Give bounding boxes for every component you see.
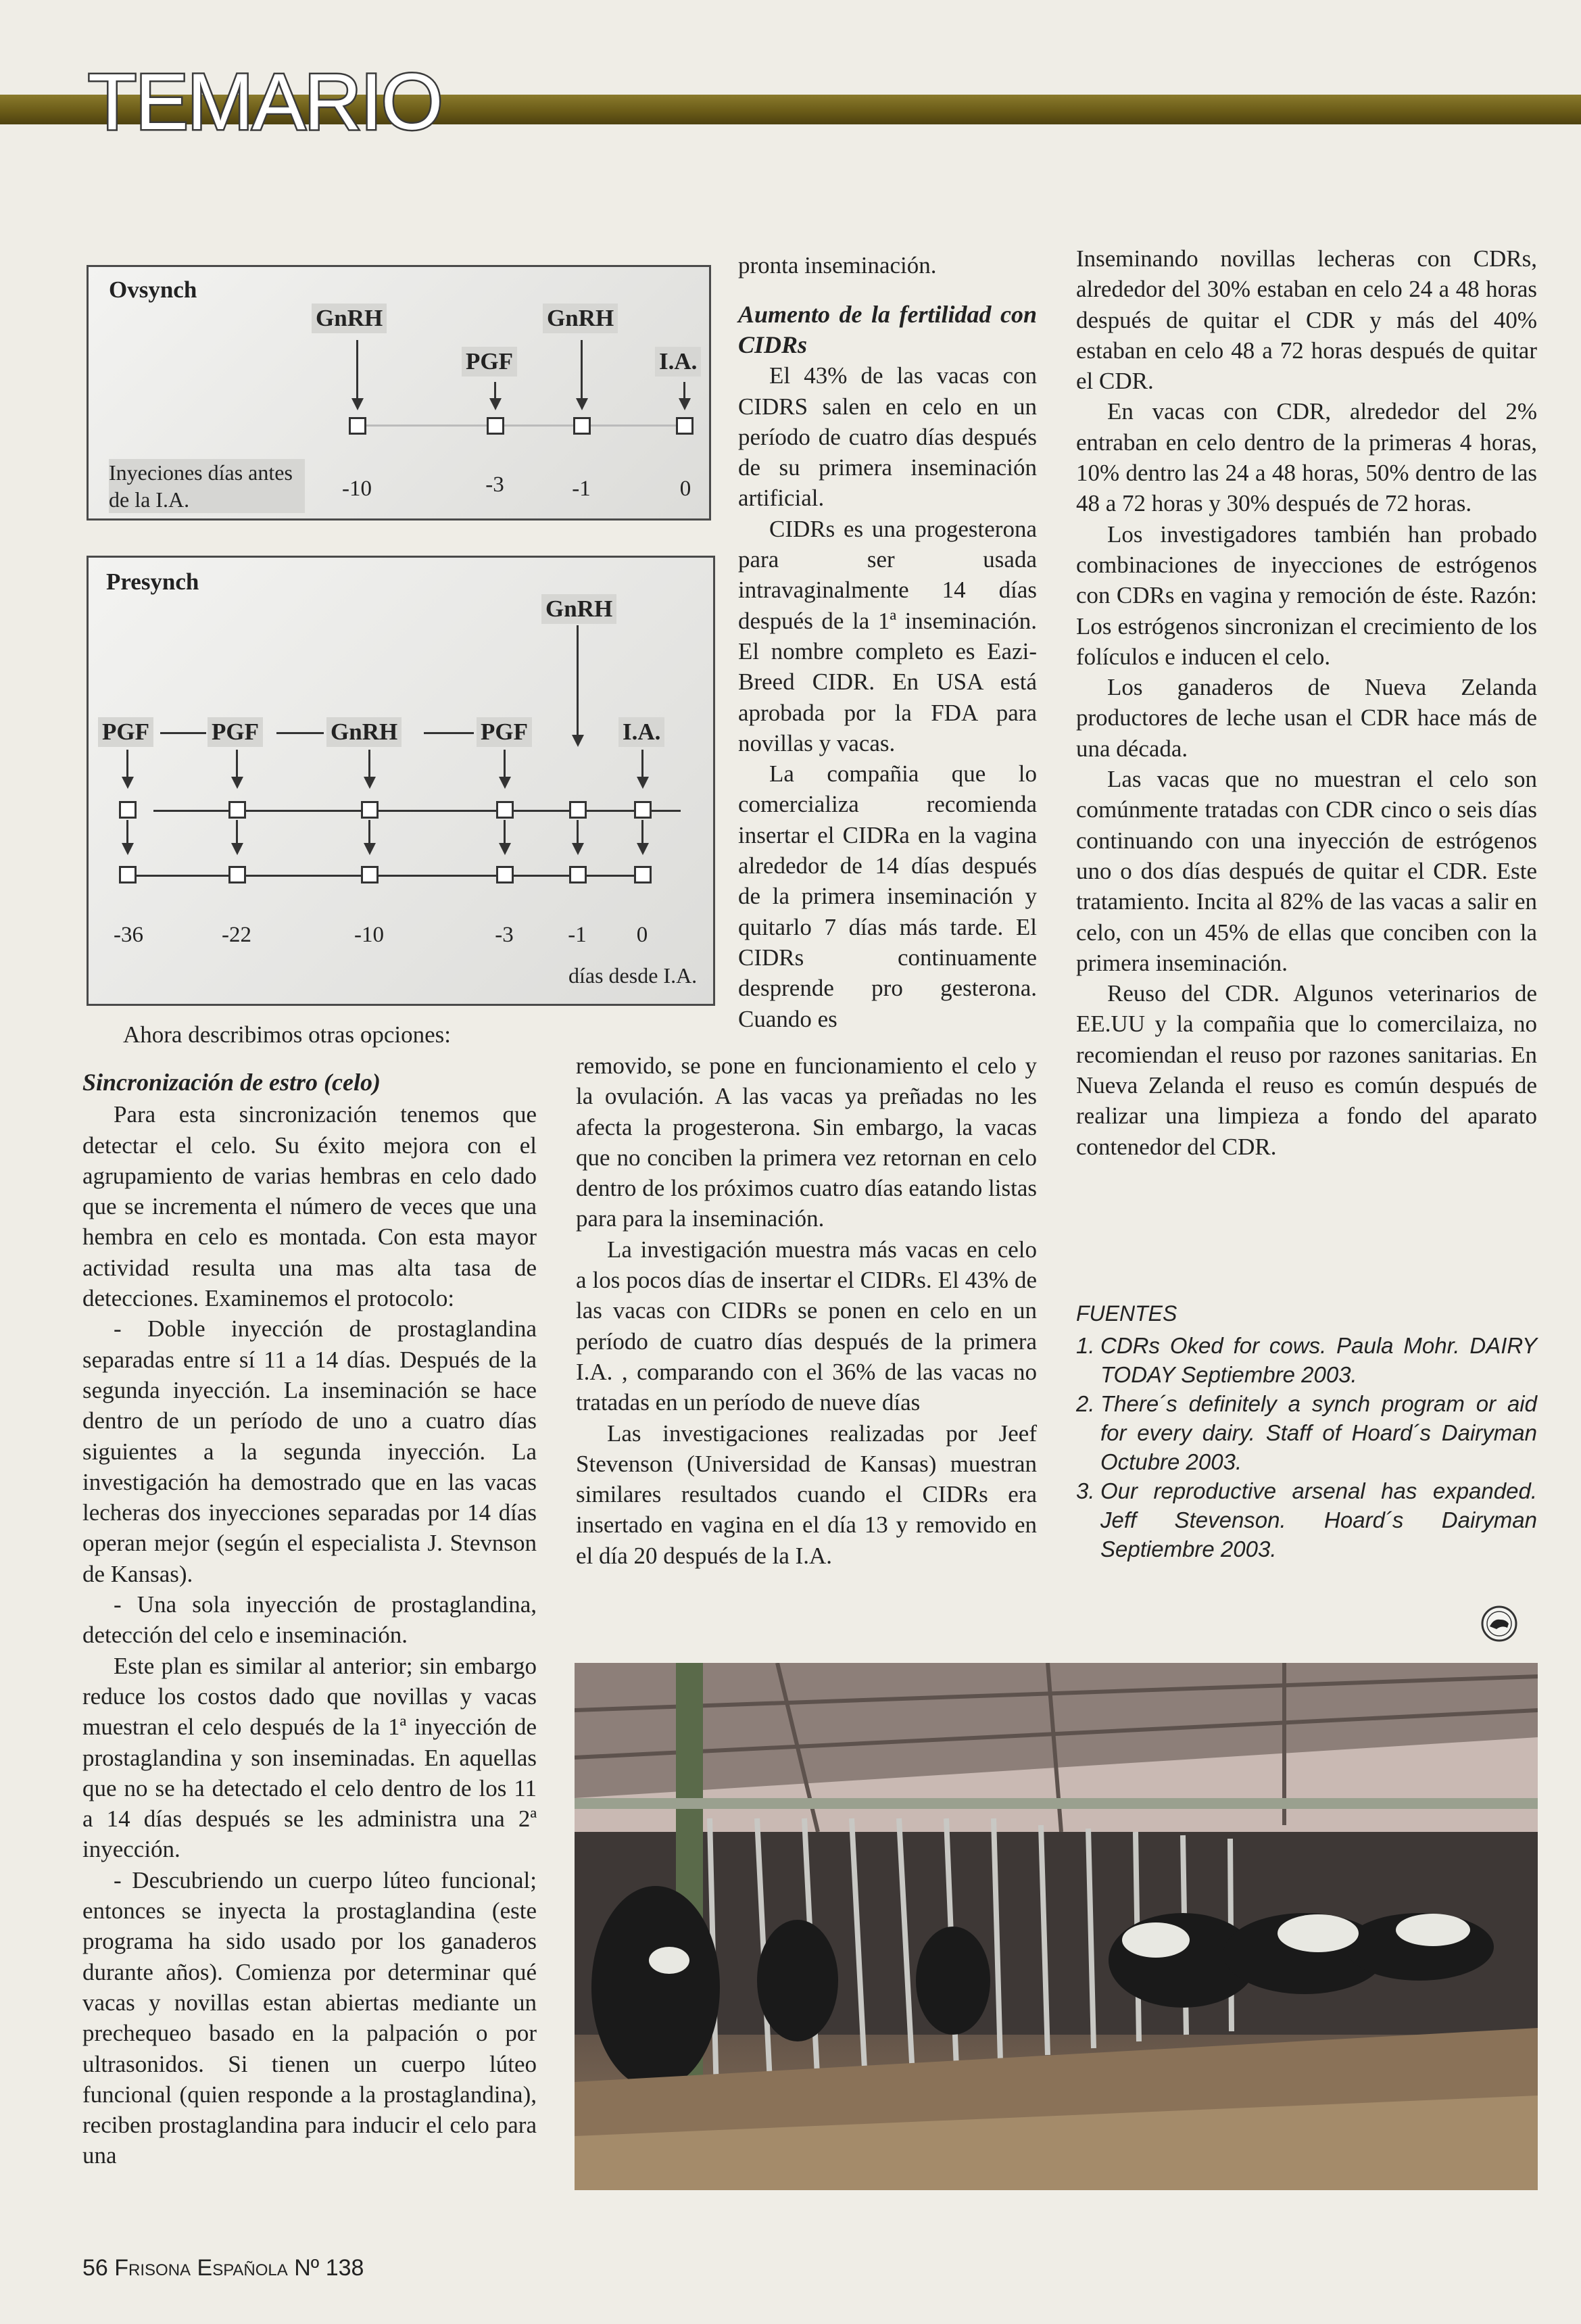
paragraph: Reuso del CDR. Algunos veterinarios de EE.UU y la compañia que lo comercilaiza, no recomiendan el reuso por razones sanitarias. En Nueva Zelanda el reuso es común después de realizar una limpieza a fondo del aparato contenedor del CDR. xyxy=(1076,980,1537,1160)
arrow-head xyxy=(637,843,649,855)
source-text: CDRs Oked for cows. Paula Mohr. DAIRY TODAY Septiembre 2003. xyxy=(1100,1333,1537,1387)
source-item xyxy=(1076,1476,1537,1564)
presynch-tick: -1 xyxy=(568,923,587,947)
ovsynch-label-pgf: PGF xyxy=(462,347,517,377)
source-text: Our reproductive arsenal has expanded. Jeff Stevenson. Hoard´s Dairyman Septiembre 2003. xyxy=(1100,1478,1537,1562)
arrow-head xyxy=(499,843,511,855)
presynch-label-ia: I.A. xyxy=(618,717,664,747)
ovsynch-tick: -3 xyxy=(485,473,504,497)
presynch-box xyxy=(361,801,379,819)
presynch-label-pgf-3: PGF xyxy=(477,717,532,747)
source-number: 3. xyxy=(1076,1478,1095,1503)
presynch-label-pgf-2: PGF xyxy=(208,717,263,747)
presynch-box xyxy=(634,801,652,819)
ovsynch-box xyxy=(487,417,504,435)
barn-photo xyxy=(575,1663,1538,2190)
arrow-head xyxy=(122,777,134,789)
source-text: There´s definitely a synch program or aid for every dairy. Staff of Hoard´s Dairyman Octubre 2003. xyxy=(1100,1391,1537,1474)
ovsynch-box xyxy=(349,417,366,435)
arrow-shaft xyxy=(577,820,579,846)
presynch-box xyxy=(119,801,137,819)
presynch-title: Presynch xyxy=(106,568,199,595)
issue-prefix: Nº xyxy=(294,2255,320,2281)
presynch-box xyxy=(228,866,246,883)
source-item xyxy=(1076,1331,1537,1389)
arrow-head xyxy=(637,777,649,789)
ovsynch-axis-caption: Inyeciones días antes de la I.A. xyxy=(109,459,305,513)
arrow-head xyxy=(499,777,511,789)
issue-number: 138 xyxy=(325,2255,364,2281)
presynch-tick: -22 xyxy=(222,923,251,947)
ovsynch-tick: -1 xyxy=(572,477,591,501)
arrow-shaft xyxy=(368,820,370,846)
presynch-line-2 xyxy=(126,875,643,877)
presynch-label-top-gnrh: GnRH xyxy=(541,594,616,624)
paragraph: - Una sola inyección de prostaglandina, detección del celo e inseminación. xyxy=(82,1591,537,1649)
ovsynch-tick: -10 xyxy=(342,477,372,501)
arrow-shaft xyxy=(356,340,358,400)
dash xyxy=(424,732,474,734)
source-number: 2. xyxy=(1076,1391,1095,1416)
ovsynch-diagram xyxy=(87,265,711,521)
arrow-head xyxy=(679,398,691,410)
arrow-head xyxy=(231,777,243,789)
paragraph: Este plan es similar al anterior; sin embargo reduce los costos dado que novillas y vacas muestran el celo después de la 1ª inyección de prostaglandina y son inseminadas. En aquellas que no se ha detectado el celo dentro de los 11 a 14 días después se les administra una 2ª inyección. xyxy=(82,1652,537,1863)
ovsynch-title: Ovsynch xyxy=(109,276,197,303)
presynch-diagram xyxy=(87,556,715,1006)
arrow-head xyxy=(576,398,588,410)
presynch-box xyxy=(496,801,514,819)
arrow-shaft xyxy=(236,820,238,846)
presynch-box xyxy=(119,866,137,883)
paragraph: En vacas con CDR, alrededor del 2% entraban en celo dentro de la primeras 4 horas, 10% dentro las 24 a 48 horas, 50% dentro de las 48 a 72 horas y 30% después de 72 horas. xyxy=(1076,398,1537,517)
arrow-head xyxy=(351,398,364,410)
arrow-head xyxy=(489,398,502,410)
logo-icon xyxy=(1480,1605,1518,1643)
arrow-shaft xyxy=(641,750,643,779)
arrow-shaft xyxy=(368,750,370,779)
presynch-label-gnrh: GnRH xyxy=(326,717,402,747)
ovsynch-tick: 0 xyxy=(679,477,691,501)
arrow-head xyxy=(364,777,376,789)
arrow-head xyxy=(364,843,376,855)
arrow-head xyxy=(231,843,243,855)
arrow-shaft xyxy=(126,750,128,779)
section-heading: Aumento de la fertilidad con CIDRs xyxy=(738,301,1037,359)
column-2-upper xyxy=(738,250,1037,1034)
paragraph: pronta inseminación. xyxy=(738,252,937,279)
page-number: 56 xyxy=(82,2255,108,2281)
presynch-box xyxy=(228,801,246,819)
arrow-shaft xyxy=(683,382,685,400)
presynch-axis-caption: días desde I.A. xyxy=(568,963,698,988)
arrow-shaft xyxy=(641,820,643,846)
arrow-shaft xyxy=(504,820,506,846)
page-footer xyxy=(82,2255,364,2281)
ovsynch-label-gnrh-1: GnRH xyxy=(312,304,387,333)
magazine-name: Frisona Española xyxy=(114,2255,288,2281)
arrow-shaft xyxy=(236,750,238,779)
presynch-box xyxy=(569,866,587,883)
paragraph: Los ganaderos de Nueva Zelanda productores de leche usan el CDR hace más de una década. xyxy=(1076,674,1537,762)
presynch-box xyxy=(569,801,587,819)
dash xyxy=(276,732,324,734)
arrow-shaft xyxy=(581,340,583,400)
arrow-head xyxy=(572,843,584,855)
arrow-head xyxy=(122,843,134,855)
paragraph: Las investigaciones realizadas por Jeef Stevenson (Universidad de Kansas) muestran similares resultados cuando el CIDRs era insertado en vagina en el día 13 y removido en el día 20 después de la I.A. xyxy=(576,1420,1037,1569)
source-item xyxy=(1076,1389,1537,1476)
paragraph: Los investigadores también han probado combinaciones de inyecciones de estrógenos con CDRs en vagina y remoción de éste. Razón: Los estrógenos sincronizan el crecimiento de los folículos e inducen el celo. xyxy=(1076,521,1537,670)
paragraph: Las vacas que no muestran el celo son comúnmente tratadas con CDR cinco o seis días continuando con una inyección de estrógenos uno o dos días después de quitar el CDR. Este tratamiento. Incita al 82% de las vacas a salir en celo, con un 45% de ellas que conciben con la primera inseminación. xyxy=(1076,766,1537,976)
presynch-tick: -10 xyxy=(354,923,384,947)
paragraph: La investigación muestra más vacas en celo a los pocos días de insertar el CIDRs. El 43% de las vacas con CIDRs se ponen en celo en un período de cuatro días después de la primera I.A. , comparando con el 36% de las vacas no tratadas en un período de nueve días xyxy=(576,1236,1037,1416)
presynch-box xyxy=(361,866,379,883)
ovsynch-timeline xyxy=(359,425,687,427)
ovsynch-box xyxy=(676,417,694,435)
presynch-label-pgf-1: PGF xyxy=(98,717,153,747)
source-number: 1. xyxy=(1076,1333,1095,1358)
presynch-tick: -3 xyxy=(495,923,514,947)
presynch-box xyxy=(634,866,652,883)
presynch-box xyxy=(496,866,514,883)
arrow-shaft xyxy=(577,625,579,737)
paragraph: - Doble inyección de prostaglandina separadas entre sí 11 a 14 días. Después de la segunda inyección. La inseminación se hace dentro de un período de uno a cuatro días siguientes a la segunda inyección. La investigación ha demostrado que en las vacas lecheras dos inyecciones separadas por 14 días operan mejor (según el especialista J. Stevnson de Kansas). xyxy=(82,1315,537,1587)
sources-block xyxy=(1076,1299,1537,1564)
paragraph: Para esta sincronización tenemos que detectar el celo. Su éxito mejora con el agrupamiento de varias hembras en celo dado que se incrementa el número de veces que una hembra en celo es montada. Con esta mayor actividad resulta una mas alta tasa de detecciones. Examinemos el protocolo: xyxy=(82,1101,537,1312)
ovsynch-label-gnrh-2: GnRH xyxy=(543,304,618,333)
paragraph: - Descubriendo un cuerpo lúteo funcional; entonces se inyecta la prostaglandina (este programa ha sido usado por los ganaderos durante años). Comienza por determinar qué vacas y novillas estan abiertas mediante un prechequeo basado en la palpación o por ultrasonidos. Si tienen un cuerpo lúteo funcional (quien responde a la prostaglandina), reciben prostaglandina para inducir el celo para una xyxy=(82,1866,537,2169)
dash xyxy=(160,732,206,734)
paragraph: Inseminando novillas lecheras con CDRs, alrededor del 30% estaban en celo 24 a 48 horas después de quitar el CDR y más del 40% estaban en celo 48 a 72 horas después de quitar el CDR. xyxy=(1076,245,1537,395)
column-2-lower xyxy=(576,1050,1037,1571)
ovsynch-box xyxy=(573,417,591,435)
arrow-shaft xyxy=(494,382,496,400)
ovsynch-label-ia: I.A. xyxy=(655,347,701,377)
section-heading: Sincronización de estro (celo) xyxy=(82,1069,381,1096)
intro-text: Ahora describimos otras opciones: xyxy=(123,1021,452,1048)
paragraph: removido, se pone en funcionamiento el celo y la ovulación. A las vacas ya preñadas no les afecta la progesterona. Sin embargo, la vacas que no conciben la primera vez retornan en celo dentro de los próximos cuatro días eatando listas para para la inseminación. xyxy=(576,1052,1037,1232)
arrow-shaft xyxy=(504,750,506,779)
arrow-shaft xyxy=(126,820,128,846)
paragraph: El 43% de las vacas con CIDRS salen en celo en un período de cuatro días después de su primera inseminación artificial. xyxy=(738,362,1037,512)
column-1 xyxy=(82,1019,537,2171)
paragraph: CIDRs es una progesterona para ser usada intravaginalmente 14 días después de la 1ª inseminación. El nombre completo es Eazi-Breed CIDR. En USA está aprobada por la FDA para novillas y vacas. xyxy=(738,515,1037,756)
arrow-head xyxy=(572,735,584,747)
presynch-tick: -36 xyxy=(114,923,143,947)
presynch-tick: 0 xyxy=(636,923,648,947)
sources-title: FUENTES xyxy=(1076,1301,1177,1326)
paragraph: La compañia que lo comercializa recomienda insertar el CIDRa en la vagina alrededor de 14 días después de la primera inseminación y quitarlo 7 días más tarde. El CIDRs continuamente desprende pro gesterona. Cuando es xyxy=(738,760,1037,1032)
column-3 xyxy=(1076,243,1537,1162)
section-title: TEMARIO xyxy=(88,57,442,147)
